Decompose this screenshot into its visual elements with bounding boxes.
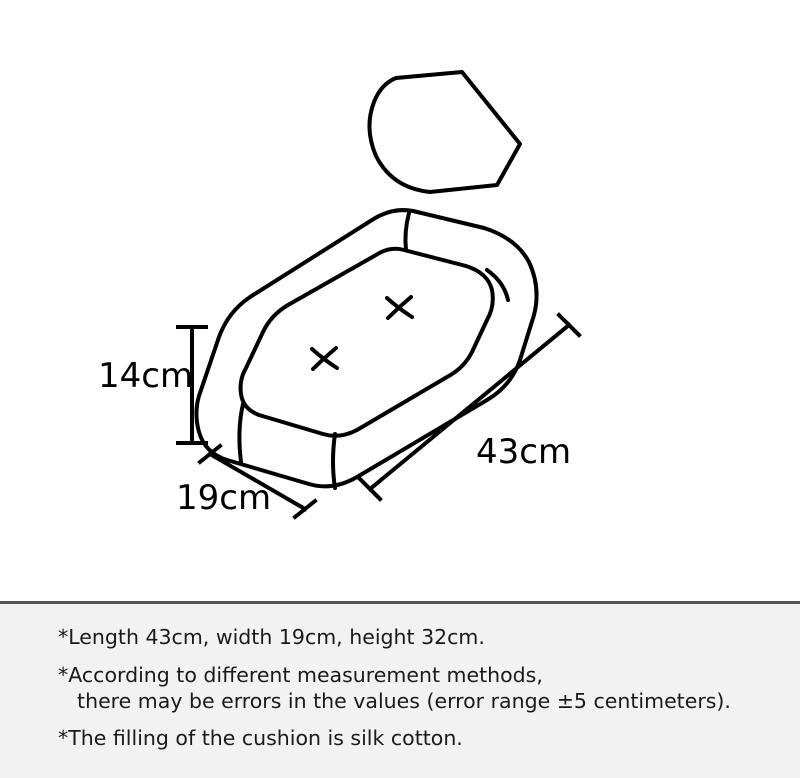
bed-fold-center [333, 434, 335, 488]
dimension-label-width: 19cm [176, 478, 272, 518]
dimension-label-height: 14cm [98, 356, 194, 396]
notes-panel [0, 601, 800, 778]
note-dimensions: *Length 43cm, width 19cm, height 32cm. [58, 625, 485, 649]
note-filling-material: *The filling of the cushion is silk cotton. [58, 726, 463, 750]
cushion-shape [369, 72, 520, 192]
note-measurement-methods-continued: there may be errors in the values (error range ±5 centimeters). [64, 689, 731, 713]
note-measurement-methods: *According to different measurement methods, [58, 663, 543, 687]
dimension-label-length: 43cm [476, 432, 572, 472]
